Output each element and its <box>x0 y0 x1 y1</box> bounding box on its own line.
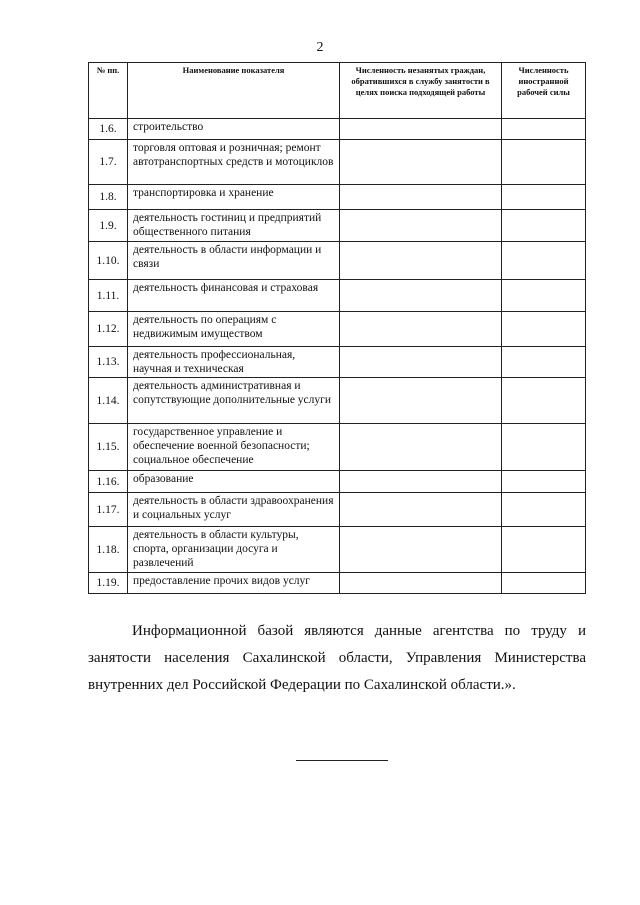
row-indicator-name: образование <box>128 471 340 493</box>
table-header-row <box>89 63 586 119</box>
row-unemployed-value <box>340 185 502 210</box>
table-body <box>89 119 586 594</box>
table-row <box>89 527 586 573</box>
row-unemployed-value <box>340 210 502 242</box>
row-number: 1.12. <box>89 312 128 347</box>
row-indicator-name: деятельность по операциям с недвижимым имуществом <box>128 312 340 347</box>
table-row <box>89 493 586 527</box>
row-indicator-name: транспортировка и хранение <box>128 185 340 210</box>
row-unemployed-value <box>340 378 502 424</box>
row-unemployed-value <box>340 527 502 573</box>
info-source-text: Информационной базой являются данные агентства по труду и занятости населения Сахалинской области, Управления Министерства внутренних дел Российской Федерации по Сахалинской области.». <box>88 623 586 693</box>
row-foreign-value <box>502 312 586 347</box>
row-foreign-value <box>502 119 586 140</box>
row-indicator-name: деятельность в области здравоохранения и социальных услуг <box>128 493 340 527</box>
row-unemployed-value <box>340 242 502 280</box>
row-unemployed-value <box>340 471 502 493</box>
row-number: 1.16. <box>89 471 128 493</box>
row-indicator-name: государственное управление и обеспечение военной безопасности; социальное обеспечение <box>128 424 340 471</box>
table-row <box>89 242 586 280</box>
table-row <box>89 185 586 210</box>
row-foreign-value <box>502 493 586 527</box>
row-indicator-name: предоставление прочих видов услуг <box>128 573 340 594</box>
row-indicator-name: деятельность профессиональная, научная и техническая <box>128 347 340 378</box>
row-foreign-value <box>502 140 586 185</box>
row-number: 1.11. <box>89 280 128 312</box>
table-row <box>89 471 586 493</box>
row-number: 1.15. <box>89 424 128 471</box>
row-unemployed-value <box>340 493 502 527</box>
row-number: 1.10. <box>89 242 128 280</box>
header-number: № пп. <box>89 63 128 119</box>
table-row <box>89 424 586 471</box>
row-foreign-value <box>502 242 586 280</box>
row-indicator-name: деятельность финансовая и страховая <box>128 280 340 312</box>
table-row <box>89 573 586 594</box>
row-unemployed-value <box>340 347 502 378</box>
row-foreign-value <box>502 210 586 242</box>
row-number: 1.19. <box>89 573 128 594</box>
row-number: 1.14. <box>89 378 128 424</box>
row-foreign-value <box>502 573 586 594</box>
header-indicator-name: Наименование показателя <box>128 63 340 119</box>
row-unemployed-value <box>340 119 502 140</box>
row-number: 1.18. <box>89 527 128 573</box>
indicators-table <box>88 62 586 594</box>
row-foreign-value <box>502 347 586 378</box>
row-foreign-value <box>502 527 586 573</box>
table-row <box>89 210 586 242</box>
table-row <box>89 140 586 185</box>
row-unemployed-value <box>340 280 502 312</box>
header-unemployed-citizens: Численность незанятых граждан, обратившихся в службу занятости в целях поиска подходящей работы <box>340 63 502 119</box>
row-number: 1.6. <box>89 119 128 140</box>
table-row <box>89 378 586 424</box>
table-row <box>89 119 586 140</box>
header-foreign-workforce: Численность иностранной рабочей силы <box>502 63 586 119</box>
row-indicator-name: деятельность в области культуры, спорта, организации досуга и развлечений <box>128 527 340 573</box>
row-unemployed-value <box>340 424 502 471</box>
row-indicator-name: торговля оптовая и розничная; ремонт автотранспортных средств и мотоциклов <box>128 140 340 185</box>
row-indicator-name: деятельность в области информации и связи <box>128 242 340 280</box>
table-row <box>89 347 586 378</box>
row-indicator-name: деятельность гостиниц и предприятий общественного питания <box>128 210 340 242</box>
row-foreign-value <box>502 471 586 493</box>
row-foreign-value <box>502 280 586 312</box>
row-number: 1.13. <box>89 347 128 378</box>
row-number: 1.17. <box>89 493 128 527</box>
row-number: 1.7. <box>89 140 128 185</box>
row-foreign-value <box>502 424 586 471</box>
row-foreign-value <box>502 378 586 424</box>
row-number: 1.8. <box>89 185 128 210</box>
row-unemployed-value <box>340 573 502 594</box>
row-number: 1.9. <box>89 210 128 242</box>
page-number: 2 <box>316 40 324 55</box>
row-indicator-name: строительство <box>128 119 340 140</box>
row-foreign-value <box>502 185 586 210</box>
table-row <box>89 312 586 347</box>
info-source-paragraph <box>88 618 586 699</box>
closing-rule <box>296 760 388 761</box>
row-unemployed-value <box>340 140 502 185</box>
table-row <box>89 280 586 312</box>
row-indicator-name: деятельность административная и сопутствующие дополнительные услуги <box>128 378 340 424</box>
row-unemployed-value <box>340 312 502 347</box>
